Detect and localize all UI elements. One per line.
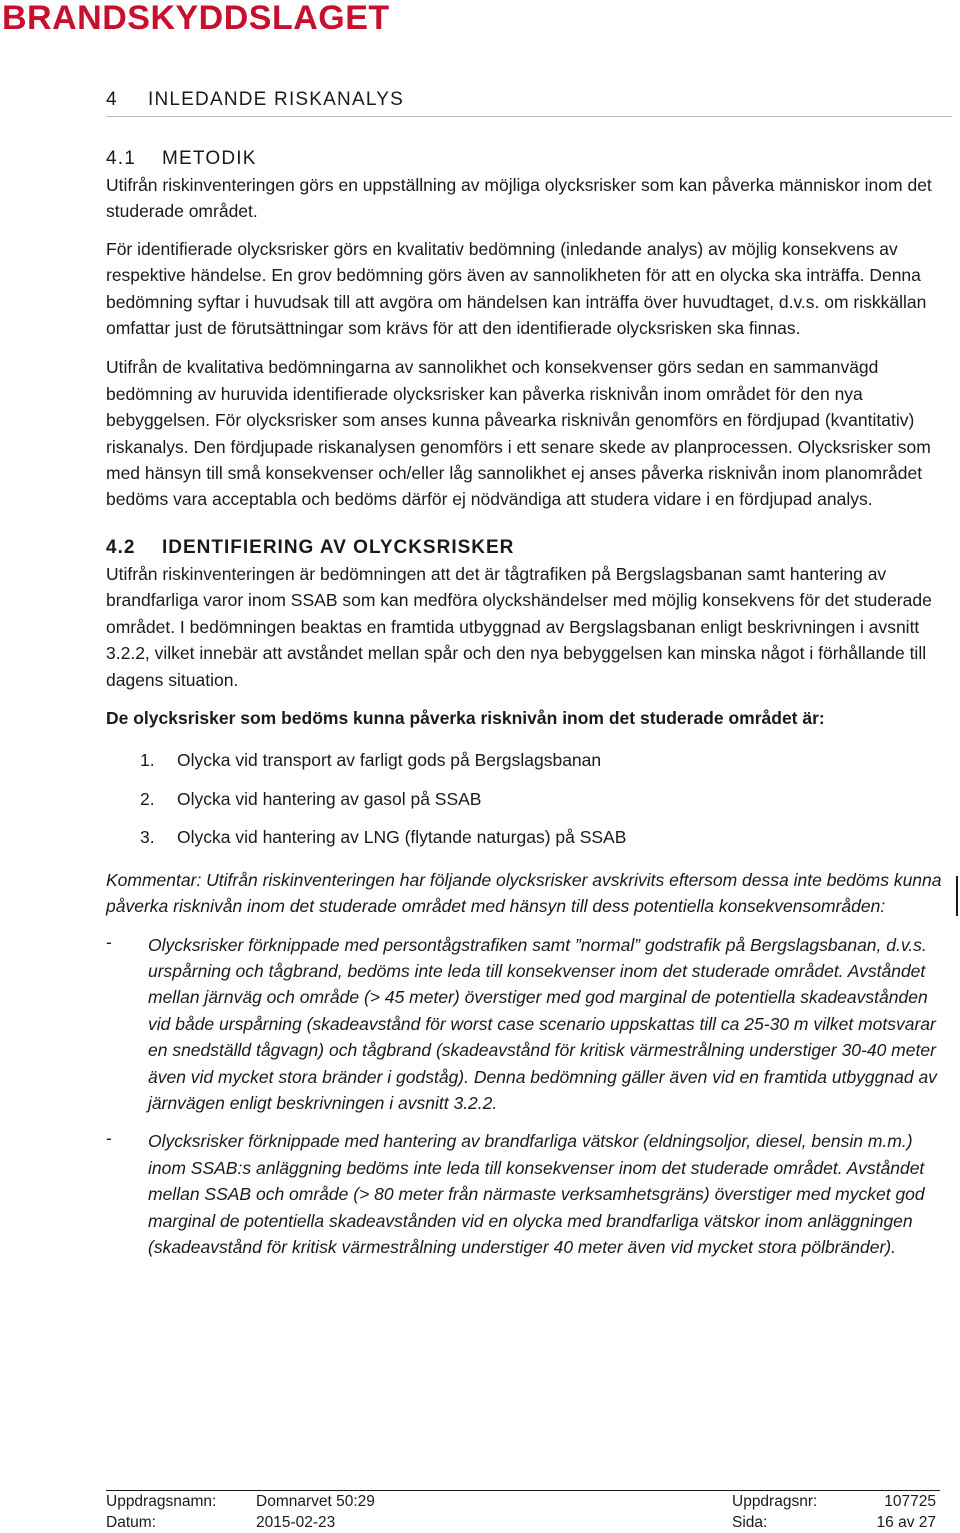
section-number: 4 <box>106 89 118 110</box>
subsection-number: 4.2 <box>106 536 136 558</box>
excluded-risk-item <box>106 1128 952 1260</box>
excluded-risk-item <box>106 932 952 1117</box>
assignment-no-label: Uppdragsnr: <box>732 1493 818 1510</box>
list-item <box>106 780 952 819</box>
company-logo: BRANDSKYDDSLAGET <box>2 0 390 37</box>
section-heading <box>106 86 952 117</box>
date-label: Datum: <box>106 1514 156 1531</box>
assignment-name-label: Uppdragsnamn: <box>106 1493 217 1510</box>
excluded-risk-text: Olycksrisker förknippade med hantering av brandfarliga vätskor (eldningsoljor, diesel, bensin m.m.) inom SSAB:s anläggning bedöms inte leda till konsekvenser inom det studerade området. Avståndet mellan SSAB och område (> 80 meter från närmaste verksamhetsgräns) överstiger med mycket god marginal de potentiella skadeavstånden vid en olycka med brandfarliga vätskor inom anläggningen (skadeavstånd för kritisk värmestrålning understiger 40 meter även vid mycket stora pölbränder). <box>148 1131 925 1258</box>
subsection-heading-methodology <box>106 146 952 172</box>
paragraph: Utifrån riskinventeringen görs en uppställning av möjliga olycksrisker som kan påverka människor inom det studerade området. <box>106 175 932 222</box>
paragraph: Utifrån de kvalitativa bedömningarna av sannolikhet och konsekvenser görs sedan en sammanvägd bedömning av huruvida identifierade olycksrisker kan påverka risknivån inom området för den nya bebyggelsen. För olycksrisker som anses kunna påvearka risknivån genomförs en fördjupad (kvantitativ) riskanalys. Den fördjupade riskanalysen genomförs i ett senare skede av planprocessen. Olycksrisker som med hänsyn till små konsekvenser och/eller låg sannolikhet ej anses påverka risknivån inom planområdet bedöms vara acceptabla och bedöms därför ej nödvändiga att studera vidare i en fördjupad analys. <box>106 357 931 510</box>
paragraph: För identifierade olycksrisker görs en kvalitativ bedömning (inledande analys) av möjlig konsekvens av respektive händelse. En grov bedömning görs även av sannolikheten för att en olycka ska inträffa. Denna bedömning syftar i huvudsak till att avgöra om händelsen kan inträffa över huvudtaget, d.v.s. om riskkällan omfattar just de förutsättningar som krävs för att den identifierade olycksrisken ska finnas. <box>106 238 927 339</box>
excluded-risk-text: Olycksrisker förknippade med persontågstrafiken samt ”normal” godstrafik på Bergslagsbanan, d.v.s. urspårning och tågbrand, bedöms inte leda till konsekvenser inom det studerade området. Avståndet mellan järnväg och område (> 45 meter) överstiger med god marginal de potentiella skadeavstånden vid både urspårning (skadeavstånd för worst case scenario uppskattas till ca 25-30 m vilket motsvarar en snedställd tågvagn) och tågbrand (skadeavstånd för kritisk värmestrålning understiger 30-40 meter även vid mycket stora bränder i godståg). Denna bedömning gäller även vid en framtida utbyggnad av järnvägen enligt beskrivningen i avsnitt 3.2.2. <box>148 934 937 1114</box>
footer-row <box>106 1492 940 1512</box>
risk-list <box>106 741 952 857</box>
subsection-title: METODIK <box>162 148 257 169</box>
section-title: INLEDANDE RISKANALYS <box>148 89 404 110</box>
revision-bar <box>956 876 958 916</box>
list-item <box>106 818 952 857</box>
list-text: Olycka vid hantering av gasol på SSAB <box>177 788 482 809</box>
dash-marker: - <box>106 931 112 952</box>
footer-row <box>106 1513 940 1533</box>
list-text: Olycka vid hantering av LNG (flytande naturgas) på SSAB <box>177 827 627 848</box>
list-item <box>106 741 952 780</box>
subsection-number: 4.1 <box>106 148 137 169</box>
assignment-no: 107725 <box>884 1493 936 1510</box>
list-number: 1. <box>140 750 155 771</box>
document-body <box>106 86 952 1261</box>
page-label: Sida: <box>732 1514 768 1531</box>
list-text: Olycka vid transport av farligt gods på Bergslagsbanan <box>177 750 602 771</box>
assignment-name: Domnarvet 50:29 <box>256 1493 375 1510</box>
risks-heading: De olycksrisker som bedöms kunna påverka risknivån inom det studerade området är: <box>106 707 825 728</box>
subsection-title: IDENTIFIERING AV OLYCKSRISKER <box>162 536 515 558</box>
dash-marker: - <box>106 1128 112 1149</box>
date: 2015-02-23 <box>256 1514 336 1531</box>
subsection-heading-identification <box>106 535 952 561</box>
page-number: 16 av 27 <box>876 1514 936 1531</box>
page-footer <box>106 1490 940 1533</box>
paragraph: Utifrån riskinventeringen är bedömningen att det är tågtrafiken på Bergslagsbanan samt hantering av brandfarliga varor inom SSAB som kan medföra olyckshändelser med möjlig konsekvens för det studerade området. I bedömningen beaktas en framtida utbyggnad av Bergslagsbanan enligt beskrivningen i avsnitt 3.2.2, vilket innebär att avståndet mellan spår och den nya bebyggelsen kan minska något i förhållande till dagens situation. <box>106 563 932 690</box>
list-number: 3. <box>140 827 155 848</box>
list-number: 2. <box>140 788 155 809</box>
comment-paragraph: Kommentar: Utifrån riskinventeringen har följande olycksrisker avskrivits eftersom dessa inte bedöms kunna påverka risknivån inom det studerade området med hänsyn till dess potentiella konsekvensområden: <box>106 869 942 917</box>
